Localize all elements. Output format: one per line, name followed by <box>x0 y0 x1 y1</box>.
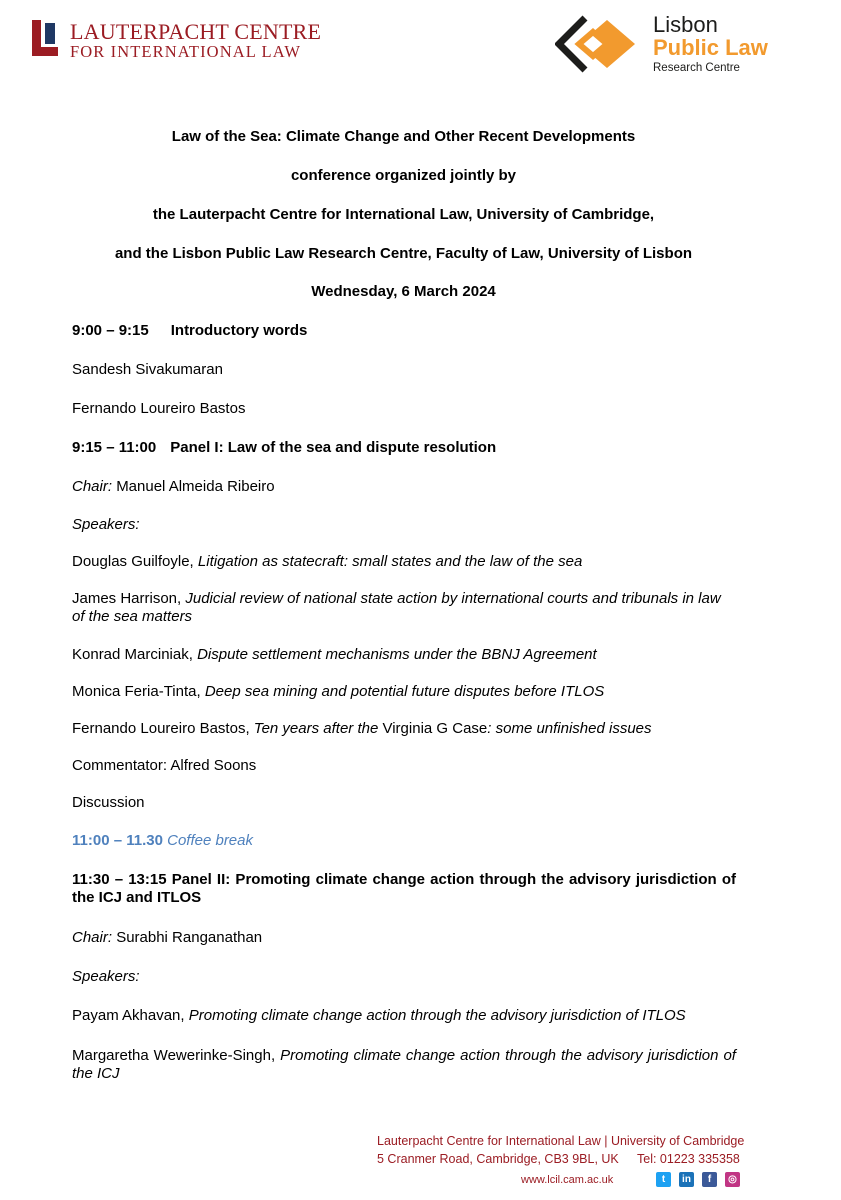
panel2-chair <box>72 929 736 947</box>
chair-label: Chair: <box>72 929 113 946</box>
facebook-icon[interactable]: f <box>702 1172 717 1187</box>
lauterpacht-centre-logo <box>32 18 322 60</box>
talk-item <box>72 1047 736 1083</box>
break-time: 11:00 – 11.30 <box>72 832 163 849</box>
panel2-speakers-label: Speakers: <box>72 968 140 985</box>
speaker-name: Monica Feria-Tinta, <box>72 683 201 700</box>
chair-name: Manuel Almeida Ribeiro <box>116 478 275 495</box>
talk-item <box>72 590 736 626</box>
lauterpacht-mark-icon <box>32 20 58 56</box>
chair-name: Surabhi Ranganathan <box>116 929 263 946</box>
instagram-icon[interactable]: ◎ <box>725 1172 740 1187</box>
lisbon-public-law-logo <box>555 12 795 76</box>
footer-address: 5 Cranmer Road, Cambridge, CB3 9BL, UK <box>377 1152 619 1166</box>
footer-telephone: Tel: 01223 335358 <box>637 1152 740 1166</box>
conference-date: Wednesday, 6 March 2024 <box>311 283 496 300</box>
lauterpacht-name-line2: FOR INTERNATIONAL LAW <box>70 42 302 61</box>
case-name: Virginia G Case <box>382 720 488 737</box>
linkedin-icon[interactable]: in <box>679 1172 694 1187</box>
talk-title: Judicial review of national state action by international courts and tribunals in law of the sea matters <box>72 590 721 625</box>
intro-time: 9:00 – 9:15 <box>72 322 149 339</box>
intro-speaker: Fernando Loureiro Bastos <box>72 400 246 417</box>
panel2-heading: 11:30 – 13:15 Panel II: Promoting climate change action through the advisory jurisdiction of the ICJ and ITLOS <box>72 871 736 906</box>
lisbon-diamond-mark-icon <box>555 14 641 74</box>
intro-title: Introductory words <box>170 322 308 339</box>
talk-title: Litigation as statecraft: small states and the law of the sea <box>197 553 583 570</box>
speaker-name: Konrad Marciniak, <box>72 646 193 663</box>
intro-speaker: Sandesh Sivakumaran <box>72 361 223 378</box>
twitter-icon[interactable]: t <box>656 1172 671 1187</box>
panel1-time: 9:15 – 11:00 <box>72 439 157 456</box>
lisbon-logo-line2: Public Law <box>653 35 768 60</box>
organizers-intro: conference organized jointly by <box>290 167 517 184</box>
speaker-name: Margaretha Wewerinke-Singh, <box>72 1047 276 1064</box>
talk-title: Dispute settlement mechanisms under the BBNJ Agreement <box>197 646 597 663</box>
panel1-speakers-label: Speakers: <box>72 516 140 533</box>
speaker-name: James Harrison, <box>72 590 182 607</box>
conference-title: Law of the Sea: Climate Change and Other Recent Developments <box>171 128 636 145</box>
talk-title: Promoting climate change action through the advisory jurisdiction of the ICJ <box>72 1047 736 1082</box>
talk-title-part: Ten years after the <box>253 720 379 737</box>
footer-website-link[interactable]: www.lcil.cam.ac.uk <box>521 1174 614 1186</box>
lisbon-logo-line3: Research Centre <box>653 62 740 74</box>
speaker-name: Fernando Loureiro Bastos, <box>72 720 250 737</box>
talk-item <box>72 646 736 664</box>
talk-title-part: : some unfinished issues <box>487 720 652 737</box>
coffee-break <box>72 832 736 850</box>
lauterpacht-name-line1: LAUTERPACHT CENTRE <box>70 19 322 44</box>
talk-item <box>72 683 736 701</box>
chair-label: Chair: <box>72 478 113 495</box>
intro-session-heading <box>72 322 736 340</box>
break-label: Coffee break <box>167 832 253 849</box>
talk-title: Promoting climate change action through the advisory jurisdiction of ITLOS <box>188 1007 686 1024</box>
organizer-cambridge: the Lauterpacht Centre for International Law, University of Cambridge, <box>152 206 655 223</box>
speaker-name: Payam Akhavan, <box>72 1007 185 1024</box>
talk-item <box>72 553 736 571</box>
panel1-heading <box>72 439 736 457</box>
lisbon-logo-line1: Lisbon <box>653 12 718 37</box>
talk-item <box>72 1007 736 1025</box>
talk-item <box>72 720 736 738</box>
panel1-chair <box>72 478 736 496</box>
panel1-commentator: Commentator: Alfred Soons <box>72 757 257 774</box>
organizer-lisbon: and the Lisbon Public Law Research Centre, Faculty of Law, University of Lisbon <box>114 245 693 262</box>
footer-organization: Lauterpacht Centre for International Law | University of Cambridge <box>377 1134 745 1148</box>
talk-title: Deep sea mining and potential future disputes before ITLOS <box>204 683 605 700</box>
panel1-title: Panel I: Law of the sea and dispute resolution <box>170 439 497 456</box>
speaker-name: Douglas Guilfoyle, <box>72 553 194 570</box>
panel1-discussion: Discussion <box>72 794 145 811</box>
